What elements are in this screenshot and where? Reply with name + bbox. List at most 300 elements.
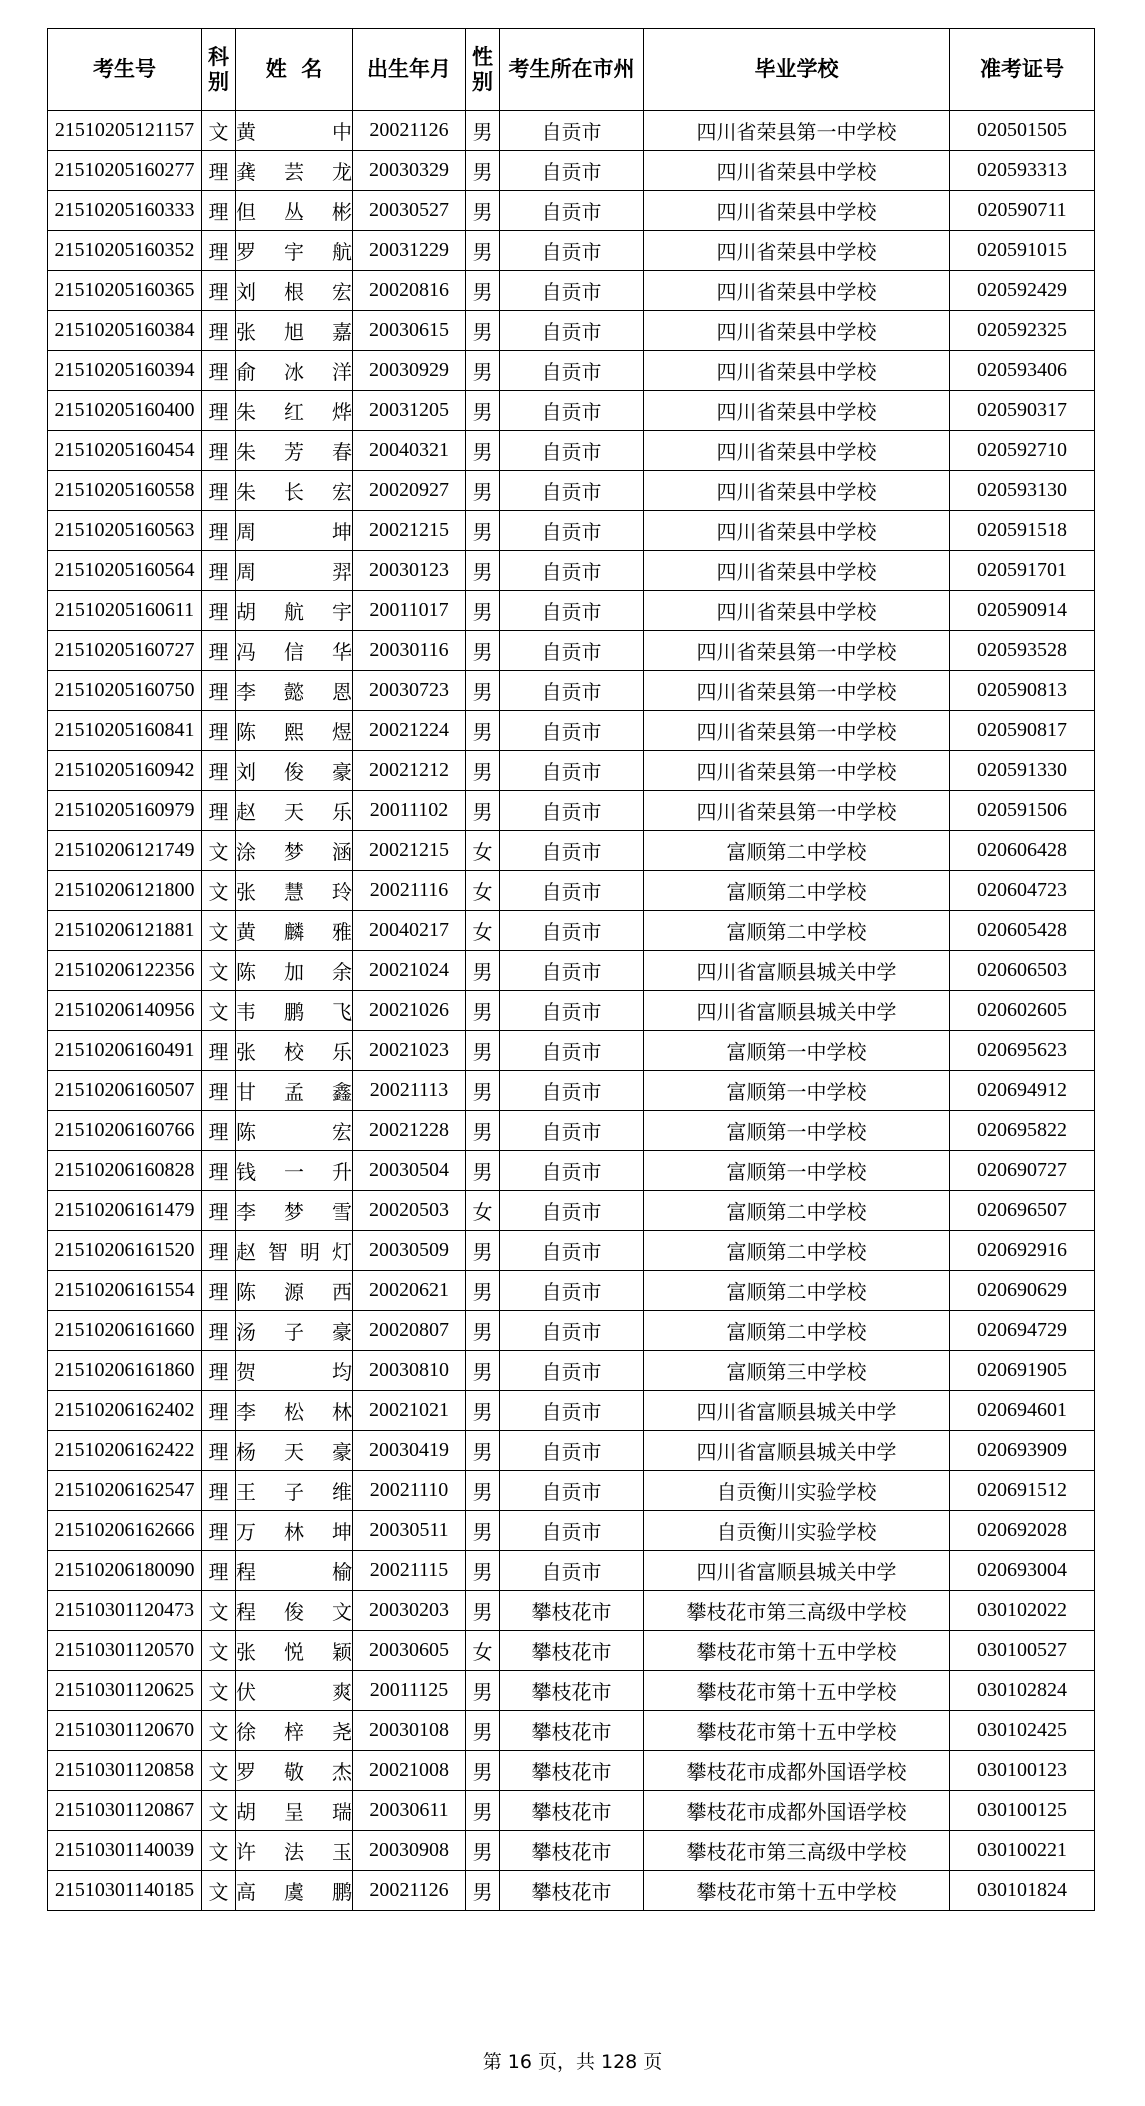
school-cell: 四川省荣县中学校 <box>644 591 950 631</box>
birth-cell: 20021126 <box>353 111 466 151</box>
school-cell: 四川省荣县中学校 <box>644 471 950 511</box>
gender-cell: 男 <box>466 671 500 711</box>
name-cell: 赵智明灯 <box>236 1231 353 1271</box>
birth-cell: 20030203 <box>353 1591 466 1631</box>
birth-cell: 20021212 <box>353 751 466 791</box>
name-cell: 伏爽 <box>236 1671 353 1711</box>
table-row <box>48 311 1095 351</box>
name-cell: 程俊文 <box>236 1591 353 1631</box>
name-cell: 胡航宇 <box>236 591 353 631</box>
name-cell: 张慧玲 <box>236 871 353 911</box>
exam-id-cell: 21510206161520 <box>48 1231 202 1271</box>
exam-id-cell: 21510206160828 <box>48 1151 202 1191</box>
gender-cell: 男 <box>466 1031 500 1071</box>
gender-cell: 男 <box>466 591 500 631</box>
subject-cell: 文 <box>202 911 236 951</box>
gender-cell: 男 <box>466 471 500 511</box>
school-cell: 四川省荣县第一中学校 <box>644 751 950 791</box>
exam-id-cell: 21510205160454 <box>48 431 202 471</box>
exam-id-cell: 21510205160727 <box>48 631 202 671</box>
gender-cell: 女 <box>466 871 500 911</box>
exam-id-cell: 21510205160564 <box>48 551 202 591</box>
table-row <box>48 351 1095 391</box>
school-cell: 四川省富顺县城关中学 <box>644 1391 950 1431</box>
school-cell: 四川省荣县中学校 <box>644 151 950 191</box>
birth-cell: 20030605 <box>353 1631 466 1671</box>
exam-id-cell: 21510205160400 <box>48 391 202 431</box>
subject-cell: 文 <box>202 871 236 911</box>
city-cell: 攀枝花市 <box>500 1711 644 1751</box>
school-cell: 四川省荣县第一中学校 <box>644 791 950 831</box>
table-row <box>48 1031 1095 1071</box>
gender-cell: 男 <box>466 1791 500 1831</box>
subject-cell: 文 <box>202 111 236 151</box>
name-cell: 周坤 <box>236 511 353 551</box>
gender-cell: 男 <box>466 1831 500 1871</box>
name-cell: 朱芳春 <box>236 431 353 471</box>
birth-cell: 20011125 <box>353 1671 466 1711</box>
city-cell: 自贡市 <box>500 1391 644 1431</box>
name-cell: 朱长宏 <box>236 471 353 511</box>
exam-id-cell: 21510205160979 <box>48 791 202 831</box>
birth-cell: 20030504 <box>353 1151 466 1191</box>
school-cell: 四川省荣县中学校 <box>644 311 950 351</box>
cert-number-cell: 020693004 <box>950 1551 1095 1591</box>
table-row <box>48 591 1095 631</box>
city-cell: 攀枝花市 <box>500 1791 644 1831</box>
name-cell: 但丛彬 <box>236 191 353 231</box>
subject-cell: 理 <box>202 1511 236 1551</box>
exam-id-cell: 21510206160507 <box>48 1071 202 1111</box>
table-row <box>48 511 1095 551</box>
name-cell: 陈熙煜 <box>236 711 353 751</box>
school-cell: 四川省富顺县城关中学 <box>644 1551 950 1591</box>
city-cell: 攀枝花市 <box>500 1631 644 1671</box>
gender-cell: 男 <box>466 1391 500 1431</box>
subject-cell: 理 <box>202 191 236 231</box>
cert-number-cell: 030102425 <box>950 1711 1095 1751</box>
subject-cell: 理 <box>202 311 236 351</box>
gender-cell: 男 <box>466 1591 500 1631</box>
cert-number-cell: 020693909 <box>950 1431 1095 1471</box>
subject-cell: 文 <box>202 1711 236 1751</box>
cert-number-cell: 020605428 <box>950 911 1095 951</box>
birth-cell: 20030123 <box>353 551 466 591</box>
cert-number-cell: 020592710 <box>950 431 1095 471</box>
name-cell: 程榆 <box>236 1551 353 1591</box>
table-row <box>48 551 1095 591</box>
birth-cell: 20030419 <box>353 1431 466 1471</box>
birth-cell: 20020621 <box>353 1271 466 1311</box>
city-cell: 自贡市 <box>500 1511 644 1551</box>
gender-cell: 男 <box>466 631 500 671</box>
gender-cell: 男 <box>466 1431 500 1471</box>
city-cell: 自贡市 <box>500 911 644 951</box>
gender-cell: 男 <box>466 511 500 551</box>
cert-number-cell: 020501505 <box>950 111 1095 151</box>
table-row <box>48 1671 1095 1711</box>
cert-number-cell: 030100221 <box>950 1831 1095 1871</box>
table-row <box>48 1791 1095 1831</box>
city-cell: 自贡市 <box>500 351 644 391</box>
cert-number-cell: 030102022 <box>950 1591 1095 1631</box>
subject-cell: 文 <box>202 951 236 991</box>
exam-id-cell: 21510205160563 <box>48 511 202 551</box>
table-row <box>48 1351 1095 1391</box>
gender-cell: 男 <box>466 191 500 231</box>
city-cell: 自贡市 <box>500 1191 644 1231</box>
cert-number-cell: 020593130 <box>950 471 1095 511</box>
gender-cell: 女 <box>466 1191 500 1231</box>
school-cell: 四川省荣县第一中学校 <box>644 631 950 671</box>
city-cell: 自贡市 <box>500 271 644 311</box>
city-cell: 自贡市 <box>500 511 644 551</box>
city-cell: 自贡市 <box>500 471 644 511</box>
name-cell: 黄麟雅 <box>236 911 353 951</box>
name-cell: 万林坤 <box>236 1511 353 1551</box>
name-cell: 朱红烨 <box>236 391 353 431</box>
table-row <box>48 1111 1095 1151</box>
gender-cell: 男 <box>466 431 500 471</box>
gender-cell: 男 <box>466 1711 500 1751</box>
subject-cell: 文 <box>202 991 236 1031</box>
cert-number-cell: 020692028 <box>950 1511 1095 1551</box>
birth-cell: 20030929 <box>353 351 466 391</box>
exam-id-cell: 21510205160352 <box>48 231 202 271</box>
city-cell: 自贡市 <box>500 671 644 711</box>
header-exam-id: 考生号 <box>48 29 202 111</box>
school-cell: 富顺第二中学校 <box>644 1271 950 1311</box>
cert-number-cell: 020690727 <box>950 1151 1095 1191</box>
table-row <box>48 1631 1095 1671</box>
table-row <box>48 191 1095 231</box>
school-cell: 四川省荣县中学校 <box>644 271 950 311</box>
birth-cell: 20040321 <box>353 431 466 471</box>
school-cell: 富顺第二中学校 <box>644 1311 950 1351</box>
table-row <box>48 711 1095 751</box>
name-cell: 刘俊豪 <box>236 751 353 791</box>
gender-cell: 男 <box>466 151 500 191</box>
city-cell: 自贡市 <box>500 1071 644 1111</box>
name-cell: 许法玉 <box>236 1831 353 1871</box>
cert-number-cell: 020694912 <box>950 1071 1095 1111</box>
exam-id-cell: 21510206161660 <box>48 1311 202 1351</box>
subject-cell: 理 <box>202 551 236 591</box>
header-cert: 准考证号 <box>950 29 1095 111</box>
exam-id-cell: 21510205160611 <box>48 591 202 631</box>
birth-cell: 20021026 <box>353 991 466 1031</box>
city-cell: 自贡市 <box>500 1271 644 1311</box>
cert-number-cell: 020695822 <box>950 1111 1095 1151</box>
exam-id-cell: 21510206162402 <box>48 1391 202 1431</box>
cert-number-cell: 020593528 <box>950 631 1095 671</box>
school-cell: 四川省富顺县城关中学 <box>644 991 950 1031</box>
table-row <box>48 1271 1095 1311</box>
city-cell: 自贡市 <box>500 1031 644 1071</box>
birth-cell: 20030511 <box>353 1511 466 1551</box>
subject-cell: 理 <box>202 1191 236 1231</box>
gender-cell: 男 <box>466 231 500 271</box>
exam-id-cell: 21510205160384 <box>48 311 202 351</box>
table-body <box>48 111 1095 1911</box>
cert-number-cell: 020590813 <box>950 671 1095 711</box>
school-cell: 攀枝花市成都外国语学校 <box>644 1751 950 1791</box>
subject-cell: 理 <box>202 751 236 791</box>
header-gender: 性别 <box>466 29 500 111</box>
city-cell: 攀枝花市 <box>500 1591 644 1631</box>
subject-cell: 理 <box>202 431 236 471</box>
city-cell: 自贡市 <box>500 751 644 791</box>
birth-cell: 20020503 <box>353 1191 466 1231</box>
birth-cell: 20021215 <box>353 511 466 551</box>
table-row <box>48 1431 1095 1471</box>
city-cell: 自贡市 <box>500 951 644 991</box>
table-row <box>48 1231 1095 1271</box>
birth-cell: 20031205 <box>353 391 466 431</box>
gender-cell: 男 <box>466 1311 500 1351</box>
school-cell: 富顺第一中学校 <box>644 1031 950 1071</box>
cert-number-cell: 020604723 <box>950 871 1095 911</box>
birth-cell: 20021115 <box>353 1551 466 1591</box>
name-cell: 胡呈瑞 <box>236 1791 353 1831</box>
name-cell: 涂梦涵 <box>236 831 353 871</box>
table-row <box>48 1151 1095 1191</box>
name-cell: 韦鹏飞 <box>236 991 353 1031</box>
school-cell: 攀枝花市第三高级中学校 <box>644 1591 950 1631</box>
school-cell: 攀枝花市第十五中学校 <box>644 1671 950 1711</box>
gender-cell: 男 <box>466 751 500 791</box>
cert-number-cell: 020592325 <box>950 311 1095 351</box>
subject-cell: 理 <box>202 1311 236 1351</box>
school-cell: 四川省荣县中学校 <box>644 551 950 591</box>
table-row <box>48 951 1095 991</box>
city-cell: 自贡市 <box>500 1551 644 1591</box>
school-cell: 四川省荣县中学校 <box>644 511 950 551</box>
header-name: 姓 名 <box>236 29 353 111</box>
city-cell: 自贡市 <box>500 711 644 751</box>
cert-number-cell: 020591506 <box>950 791 1095 831</box>
birth-cell: 20030908 <box>353 1831 466 1871</box>
city-cell: 自贡市 <box>500 111 644 151</box>
cert-number-cell: 020591330 <box>950 751 1095 791</box>
subject-cell: 理 <box>202 511 236 551</box>
table-row <box>48 631 1095 671</box>
subject-cell: 理 <box>202 631 236 671</box>
gender-cell: 男 <box>466 1551 500 1591</box>
subject-cell: 理 <box>202 1111 236 1151</box>
city-cell: 自贡市 <box>500 591 644 631</box>
city-cell: 自贡市 <box>500 1111 644 1151</box>
name-cell: 王子维 <box>236 1471 353 1511</box>
subject-cell: 理 <box>202 791 236 831</box>
name-cell: 龚芸龙 <box>236 151 353 191</box>
subject-cell: 文 <box>202 831 236 871</box>
school-cell: 攀枝花市第十五中学校 <box>644 1711 950 1751</box>
gender-cell: 男 <box>466 351 500 391</box>
subject-cell: 理 <box>202 1551 236 1591</box>
subject-cell: 理 <box>202 1031 236 1071</box>
subject-cell: 理 <box>202 271 236 311</box>
exam-id-cell: 21510206162422 <box>48 1431 202 1471</box>
birth-cell: 20021008 <box>353 1751 466 1791</box>
exam-id-cell: 21510206162666 <box>48 1511 202 1551</box>
school-cell: 四川省荣县第一中学校 <box>644 671 950 711</box>
birth-cell: 20031229 <box>353 231 466 271</box>
birth-cell: 20021126 <box>353 1871 466 1911</box>
name-cell: 李松林 <box>236 1391 353 1431</box>
city-cell: 攀枝花市 <box>500 1871 644 1911</box>
table-header-row <box>48 29 1095 111</box>
gender-cell: 男 <box>466 111 500 151</box>
exam-id-cell: 21510206161860 <box>48 1351 202 1391</box>
table-row <box>48 151 1095 191</box>
city-cell: 自贡市 <box>500 991 644 1031</box>
exam-id-cell: 21510301140039 <box>48 1831 202 1871</box>
school-cell: 四川省富顺县城关中学 <box>644 951 950 991</box>
table-row <box>48 1511 1095 1551</box>
city-cell: 自贡市 <box>500 1311 644 1351</box>
city-cell: 自贡市 <box>500 311 644 351</box>
name-cell: 钱一升 <box>236 1151 353 1191</box>
birth-cell: 20030611 <box>353 1791 466 1831</box>
name-cell: 张旭嘉 <box>236 311 353 351</box>
name-cell: 黄中 <box>236 111 353 151</box>
subject-cell: 理 <box>202 1231 236 1271</box>
cert-number-cell: 020691512 <box>950 1471 1095 1511</box>
city-cell: 自贡市 <box>500 551 644 591</box>
city-cell: 攀枝花市 <box>500 1671 644 1711</box>
school-cell: 富顺第一中学校 <box>644 1151 950 1191</box>
birth-cell: 20040217 <box>353 911 466 951</box>
birth-cell: 20011017 <box>353 591 466 631</box>
school-cell: 富顺第二中学校 <box>644 831 950 871</box>
birth-cell: 20030509 <box>353 1231 466 1271</box>
table-row <box>48 1591 1095 1631</box>
cert-number-cell: 020606503 <box>950 951 1095 991</box>
name-cell: 甘孟鑫 <box>236 1071 353 1111</box>
school-cell: 自贡衡川实验学校 <box>644 1511 950 1551</box>
subject-cell: 理 <box>202 1431 236 1471</box>
exam-id-cell: 21510205160333 <box>48 191 202 231</box>
table-row <box>48 231 1095 271</box>
subject-cell: 理 <box>202 391 236 431</box>
school-cell: 四川省荣县中学校 <box>644 431 950 471</box>
name-cell: 杨天豪 <box>236 1431 353 1471</box>
name-cell: 罗敬杰 <box>236 1751 353 1791</box>
gender-cell: 男 <box>466 711 500 751</box>
birth-cell: 20021224 <box>353 711 466 751</box>
name-cell: 俞冰洋 <box>236 351 353 391</box>
name-cell: 罗宇航 <box>236 231 353 271</box>
city-cell: 自贡市 <box>500 1351 644 1391</box>
name-cell: 李懿恩 <box>236 671 353 711</box>
birth-cell: 20030615 <box>353 311 466 351</box>
city-cell: 自贡市 <box>500 1151 644 1191</box>
subject-cell: 文 <box>202 1591 236 1631</box>
school-cell: 富顺第一中学校 <box>644 1071 950 1111</box>
subject-cell: 文 <box>202 1791 236 1831</box>
city-cell: 自贡市 <box>500 391 644 431</box>
exam-id-cell: 21510205160750 <box>48 671 202 711</box>
school-cell: 攀枝花市第三高级中学校 <box>644 1831 950 1871</box>
exam-id-cell: 21510206121800 <box>48 871 202 911</box>
exam-id-cell: 21510206121881 <box>48 911 202 951</box>
cert-number-cell: 030100123 <box>950 1751 1095 1791</box>
birth-cell: 20021228 <box>353 1111 466 1151</box>
name-cell: 汤子豪 <box>236 1311 353 1351</box>
name-cell: 张校乐 <box>236 1031 353 1071</box>
cert-number-cell: 020590817 <box>950 711 1095 751</box>
cert-number-cell: 030100527 <box>950 1631 1095 1671</box>
subject-cell: 理 <box>202 351 236 391</box>
exam-id-cell: 21510301120625 <box>48 1671 202 1711</box>
gender-cell: 男 <box>466 951 500 991</box>
subject-cell: 文 <box>202 1871 236 1911</box>
subject-cell: 理 <box>202 151 236 191</box>
school-cell: 四川省荣县第一中学校 <box>644 111 950 151</box>
exam-id-cell: 21510206180090 <box>48 1551 202 1591</box>
cert-number-cell: 020590914 <box>950 591 1095 631</box>
exam-id-cell: 21510206162547 <box>48 1471 202 1511</box>
table-row <box>48 391 1095 431</box>
name-cell: 刘根宏 <box>236 271 353 311</box>
gender-cell: 男 <box>466 311 500 351</box>
subject-cell: 理 <box>202 591 236 631</box>
subject-cell: 理 <box>202 1351 236 1391</box>
school-cell: 攀枝花市第十五中学校 <box>644 1631 950 1671</box>
table-row <box>48 671 1095 711</box>
table-row <box>48 1711 1095 1751</box>
cert-number-cell: 020692916 <box>950 1231 1095 1271</box>
city-cell: 自贡市 <box>500 1231 644 1271</box>
cert-number-cell: 020593406 <box>950 351 1095 391</box>
exam-id-cell: 21510206140956 <box>48 991 202 1031</box>
birth-cell: 20021110 <box>353 1471 466 1511</box>
cert-number-cell: 030100125 <box>950 1791 1095 1831</box>
cert-number-cell: 020694729 <box>950 1311 1095 1351</box>
exam-id-cell: 21510301120858 <box>48 1751 202 1791</box>
gender-cell: 男 <box>466 791 500 831</box>
subject-cell: 文 <box>202 1751 236 1791</box>
gender-cell: 女 <box>466 911 500 951</box>
candidate-table <box>47 28 1095 1911</box>
birth-cell: 20030810 <box>353 1351 466 1391</box>
birth-cell: 20021215 <box>353 831 466 871</box>
subject-cell: 理 <box>202 671 236 711</box>
cert-number-cell: 020602605 <box>950 991 1095 1031</box>
cert-number-cell: 020590711 <box>950 191 1095 231</box>
birth-cell: 20030527 <box>353 191 466 231</box>
page-footer: 第 16 页，共 128 页 <box>482 2051 663 2073</box>
name-cell: 徐梓尧 <box>236 1711 353 1751</box>
gender-cell: 男 <box>466 1671 500 1711</box>
table-row <box>48 791 1095 831</box>
subject-cell: 理 <box>202 471 236 511</box>
city-cell: 攀枝花市 <box>500 1751 644 1791</box>
school-cell: 四川省富顺县城关中学 <box>644 1431 950 1471</box>
table-row <box>48 1311 1095 1351</box>
exam-id-cell: 21510206160766 <box>48 1111 202 1151</box>
cert-number-cell: 020591701 <box>950 551 1095 591</box>
school-cell: 四川省荣县第一中学校 <box>644 711 950 751</box>
gender-cell: 男 <box>466 1111 500 1151</box>
school-cell: 富顺第二中学校 <box>644 911 950 951</box>
header-city: 考生所在市州 <box>500 29 644 111</box>
birth-cell: 20030108 <box>353 1711 466 1751</box>
exam-id-cell: 21510301120473 <box>48 1591 202 1631</box>
gender-cell: 女 <box>466 1631 500 1671</box>
table-row <box>48 871 1095 911</box>
